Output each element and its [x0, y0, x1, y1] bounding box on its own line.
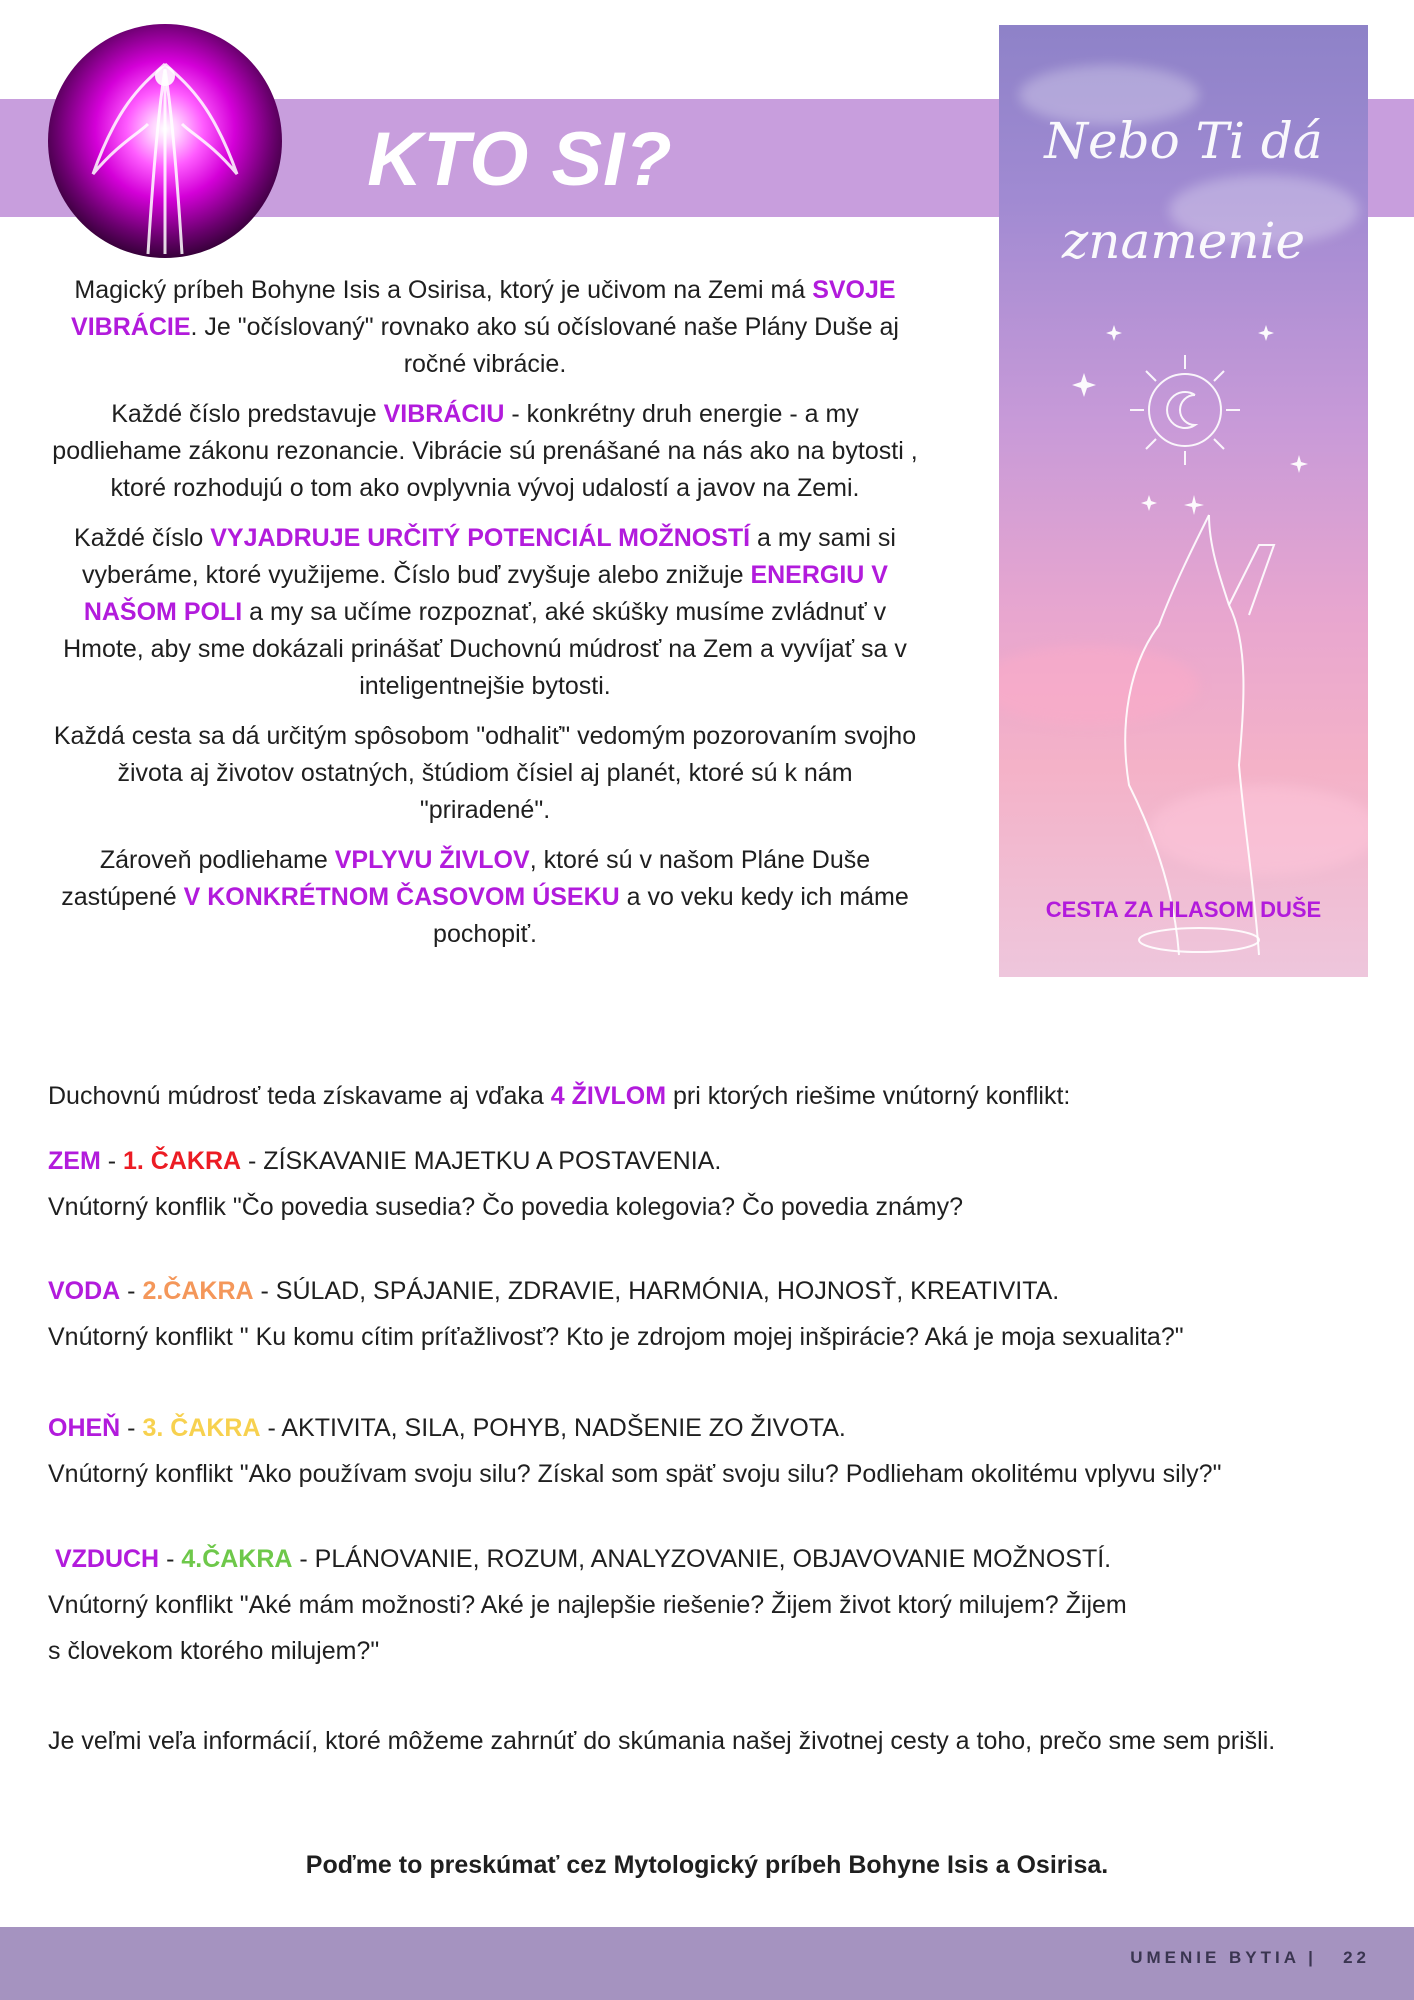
highlight-text: VPLYVU ŽIVLOV	[334, 846, 530, 874]
highlight-text: V KONKRÉTNOM ČASOVOM ÚSEKU	[183, 883, 620, 911]
element-theme: - AKTIVITA, SILA, POHYB, NADŠENIE ZO ŽIVOTA.	[260, 1414, 846, 1442]
hand-finger	[1229, 545, 1274, 615]
text-run: a my sa učíme rozpoznať, aké skúšky musíme zvládnuť v Hmote, aby sme dokázali prinášať Duchovnú múdrosť na Zem a vyvíjať sa v inteligentnejšie bytosti.	[63, 598, 907, 700]
sparkles	[1072, 325, 1308, 515]
text-run: Zároveň podliehame	[99, 846, 335, 874]
chakra-label: 4.ČAKRA	[181, 1545, 293, 1573]
element-heading: ZEM - 1. ČAKRA - ZÍSKAVANIE MAJETKU A POSTAVENIA.	[48, 1147, 722, 1175]
element-name: OHEŇ	[48, 1414, 121, 1442]
intro-paragraph-1	[50, 272, 920, 383]
element-ohen	[48, 1405, 1368, 1497]
element-conflict: Vnútorný konflik "Čo povedia susedia? Čo povedia kolegovia? Čo povedia známy?	[48, 1193, 963, 1221]
element-conflict-continued: s človekom ktorého milujem?"	[48, 1637, 380, 1665]
chakra-label: 1. ČAKRA	[123, 1147, 242, 1175]
element-theme: - PLÁNOVANIE, ROZUM, ANALYZOVANIE, OBJAVOVANIE MOŽNOSTÍ.	[292, 1545, 1112, 1573]
element-conflict: Vnútorný konflikt "Aké mám možnosti? Aké je najlepšie riešenie? Žijem život ktorý milujem? Žijem	[48, 1591, 1127, 1619]
text-run: Duchovnú múdrosť teda získavame aj vďaka	[48, 1082, 551, 1110]
footer-brand: UMENIE BYTIA	[1130, 1948, 1300, 1967]
element-zem	[48, 1138, 1368, 1230]
element-voda	[48, 1268, 1368, 1360]
element-heading: OHEŇ - 3. ČAKRA - AKTIVITA, SILA, POHYB, NADŠENIE ZO ŽIVOTA.	[48, 1414, 846, 1442]
hand-outline-right	[1209, 515, 1259, 955]
highlight-text: 4 ŽIVLOM	[550, 1082, 667, 1110]
text-run: Každé číslo predstavuje	[111, 400, 384, 428]
closing-statement: Poďme to preskúmať cez Mytologický príbeh Bohyne Isis a Osirisa.	[305, 1851, 1109, 1879]
angel-figure	[48, 24, 282, 258]
intro-paragraph-5	[50, 842, 920, 953]
text-run: Každé číslo	[74, 524, 211, 552]
text-run: - konkrétny druh energie - a my podliehame zákonu rezonancie. Vibrácie sú prenášané na nás ako na bytosti , ktoré rozhodujú o tom ako ovplyvnia vývoj udalostí a javov na Zemi.	[52, 400, 918, 502]
footer-label	[1130, 1948, 1370, 1968]
sun-rays	[1130, 355, 1240, 465]
hand-outline-left	[1125, 515, 1209, 955]
wrist-bracelet	[1139, 928, 1259, 952]
highlight-text: VYJADRUJE URČITÝ POTENCIÁL MOŽNOSTÍ	[210, 524, 751, 552]
element-name: VZDUCH	[54, 1545, 160, 1573]
element-heading: VODA - 2.ČAKRA - SÚLAD, SPÁJANIE, ZDRAVIE, HARMÓNIA, HOJNOSŤ, KREATIVITA.	[48, 1277, 1060, 1305]
chakra-label: 2.ČAKRA	[142, 1277, 254, 1305]
sun-moon-hand-illustration	[999, 25, 1368, 977]
sun-circle	[1149, 374, 1221, 446]
text-run: a my sami si vyberáme, ktoré využijeme. Číslo buď zvyšuje alebo znižuje	[82, 524, 896, 589]
element-theme: - SÚLAD, SPÁJANIE, ZDRAVIE, HARMÓNIA, HOJNOSŤ, KREATIVITA.	[253, 1277, 1060, 1305]
text-run: pri ktorých riešime vnútorný konflikt:	[666, 1082, 1071, 1110]
element-theme: - ZÍSKAVANIE MAJETKU A POSTAVENIA.	[241, 1147, 722, 1175]
intro-paragraph-2	[50, 396, 920, 507]
highlight-text: VIBRÁCIU	[383, 400, 505, 428]
footer-separator: |	[1308, 1948, 1317, 1967]
text-run: Magický príbeh Bohyne Isis a Osirisa, ktorý je učivom na Zemi má	[74, 276, 813, 304]
text-run: a vo veku kedy ich máme pochopiť.	[433, 883, 909, 948]
panel-script-line2: znamenie	[1061, 212, 1306, 270]
panel-caption: CESTA ZA HLASOM DUŠE	[1045, 897, 1322, 922]
element-conflict: Vnútorný konflikt " Ku komu cítim príťažlivosť? Kto je zdrojom mojej inšpirácie? Aká je moja sexualita?"	[48, 1323, 1184, 1351]
side-image-panel	[999, 25, 1368, 977]
element-heading: VZDUCH - 4.ČAKRA - PLÁNOVANIE, ROZUM, ANALYZOVANIE, OBJAVOVANIE MOŽNOSTÍ.	[54, 1545, 1112, 1573]
element-name: VODA	[48, 1277, 121, 1305]
text-run: , ktoré sú v našom Pláne Duše zastúpené	[61, 846, 871, 911]
angel-image	[48, 24, 282, 258]
summary-paragraph: Je veľmi veľa informácií, ktoré môžeme zahrnúť do skúmania našej životnej cesty a toho, prečo sme sem prišli.	[48, 1727, 1276, 1755]
chakra-label: 3. ČAKRA	[142, 1414, 261, 1442]
element-vzduch	[48, 1536, 1368, 1674]
page-number: 22	[1343, 1948, 1370, 1967]
element-name: ZEM	[48, 1147, 101, 1175]
intro-text	[50, 272, 920, 966]
intro-paragraph-3	[50, 520, 920, 705]
panel-script-line1: Nebo Ti dá	[1044, 112, 1323, 170]
text-run: . Je "očíslovaný" rovnako ako sú očíslované naše Plány Duše aj ročné vibrácie.	[190, 313, 899, 378]
intro-paragraph-4: Každá cesta sa dá určitým spôsobom "odhaliť" vedomým pozorovaním svojho života aj životov ostatných, štúdiom čísiel aj planét, ktoré sú k nám "priradené".	[53, 722, 917, 824]
highlight-text: ENERGIU V NAŠOM POLI	[83, 561, 888, 626]
element-conflict: Vnútorný konflikt "Ako používam svoju silu? Získal som späť svoju silu? Podlieham okolitému vplyvu sily?"	[48, 1460, 1222, 1488]
highlight-text: SVOJE VIBRÁCIE	[71, 276, 896, 341]
elements-intro	[48, 1073, 1368, 1119]
moon-crescent	[1167, 392, 1195, 428]
page-title: KTO SI?	[367, 117, 673, 202]
